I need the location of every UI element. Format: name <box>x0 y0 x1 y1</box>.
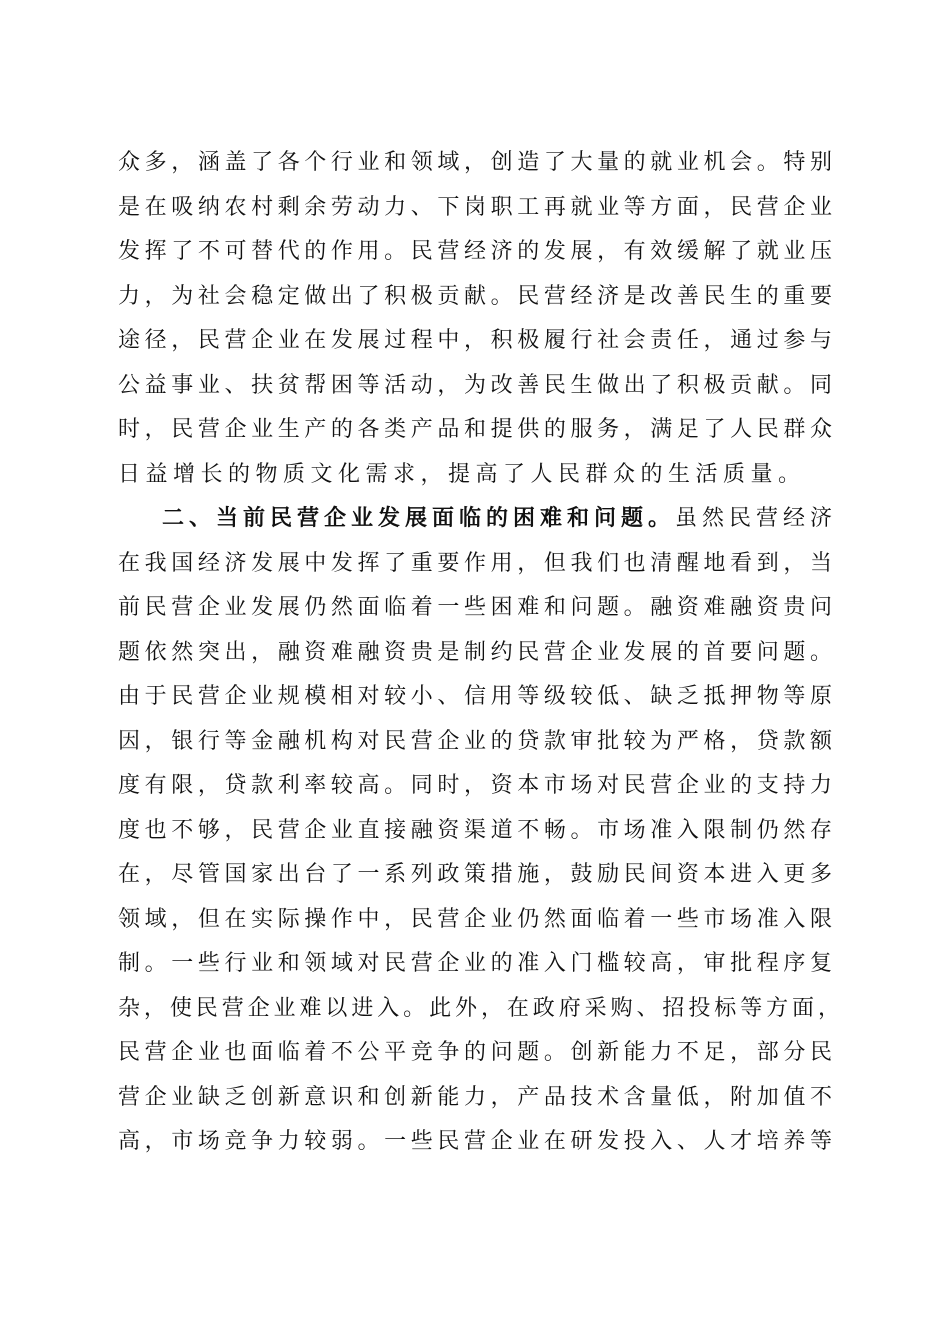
text-line: 途径，民营企业在发展过程中，积极履行社会责任，通过参与 <box>118 328 832 353</box>
text-line: 众多，涵盖了各个行业和领域，创造了大量的就业机会。特别 <box>118 150 832 175</box>
text-line: 营企业缺乏创新意识和创新能力，产品技术含量低，附加值不 <box>118 1084 832 1110</box>
text-line: 时，民营企业生产的各类产品和提供的服务，满足了人民群众 <box>118 417 832 442</box>
text-line: 因，银行等金融机构对民营企业的贷款审批较为严格，贷款额 <box>118 728 832 754</box>
text-line: 在我国经济发展中发挥了重要作用，但我们也清醒地看到，当 <box>118 550 832 576</box>
text-line: 发挥了不可替代的作用。民营经济的发展，有效缓解了就业压 <box>118 239 832 264</box>
text-line: 在，尽管国家出台了一系列政策措施，鼓励民间资本进入更多 <box>118 862 832 887</box>
text-line: 公益事业、扶贫帮困等活动，为改善民生做出了积极贡献。同 <box>118 372 832 398</box>
text-line: 日益增长的物质文化需求，提高了人民群众的生活质量。 <box>118 461 806 487</box>
text-line: 度也不够，民营企业直接融资渠道不畅。市场准入限制仍然存 <box>118 817 832 843</box>
text-line: 前民营企业发展仍然面临着一些困难和问题。融资难融资贵问 <box>118 595 832 620</box>
text-line: 力，为社会稳定做出了积极贡献。民营经济是改善民生的重要 <box>118 283 832 309</box>
text-line: 领域，但在实际操作中，民营企业仍然面临着一些市场准入限 <box>118 906 832 932</box>
text-line: 高，市场竞争力较弱。一些民营企业在研发投入、人才培养等 <box>118 1129 832 1154</box>
text-line <box>118 497 832 542</box>
text-line: 制。一些行业和领域对民营企业的准入门槛较高，审批程序复 <box>118 951 832 976</box>
text-run: 虽然民营经济 <box>674 506 832 531</box>
text-line: 题依然突出，融资难融资贵是制约民营企业发展的首要问题。 <box>118 639 832 665</box>
text-line: 是在吸纳农村剩余劳动力、下岗职工再就业等方面，民营企业 <box>118 194 832 220</box>
paragraph-1 <box>118 141 832 497</box>
text-line: 由于民营企业规模相对较小、信用等级较低、缺乏抵押物等原 <box>118 684 832 709</box>
text-line: 杂，使民营企业难以进入。此外，在政府采购、招投标等方面， <box>118 995 840 1021</box>
section-heading: 二、当前民营企业发展面临的困难和问题。 <box>162 506 675 531</box>
paragraph-2 <box>118 497 840 1165</box>
text-line: 度有限，贷款利率较高。同时，资本市场对民营企业的支持力 <box>118 773 832 798</box>
text-line: 民营企业也面临着不公平竞争的问题。创新能力不足，部分民 <box>118 1040 832 1065</box>
document-page <box>118 141 840 1165</box>
